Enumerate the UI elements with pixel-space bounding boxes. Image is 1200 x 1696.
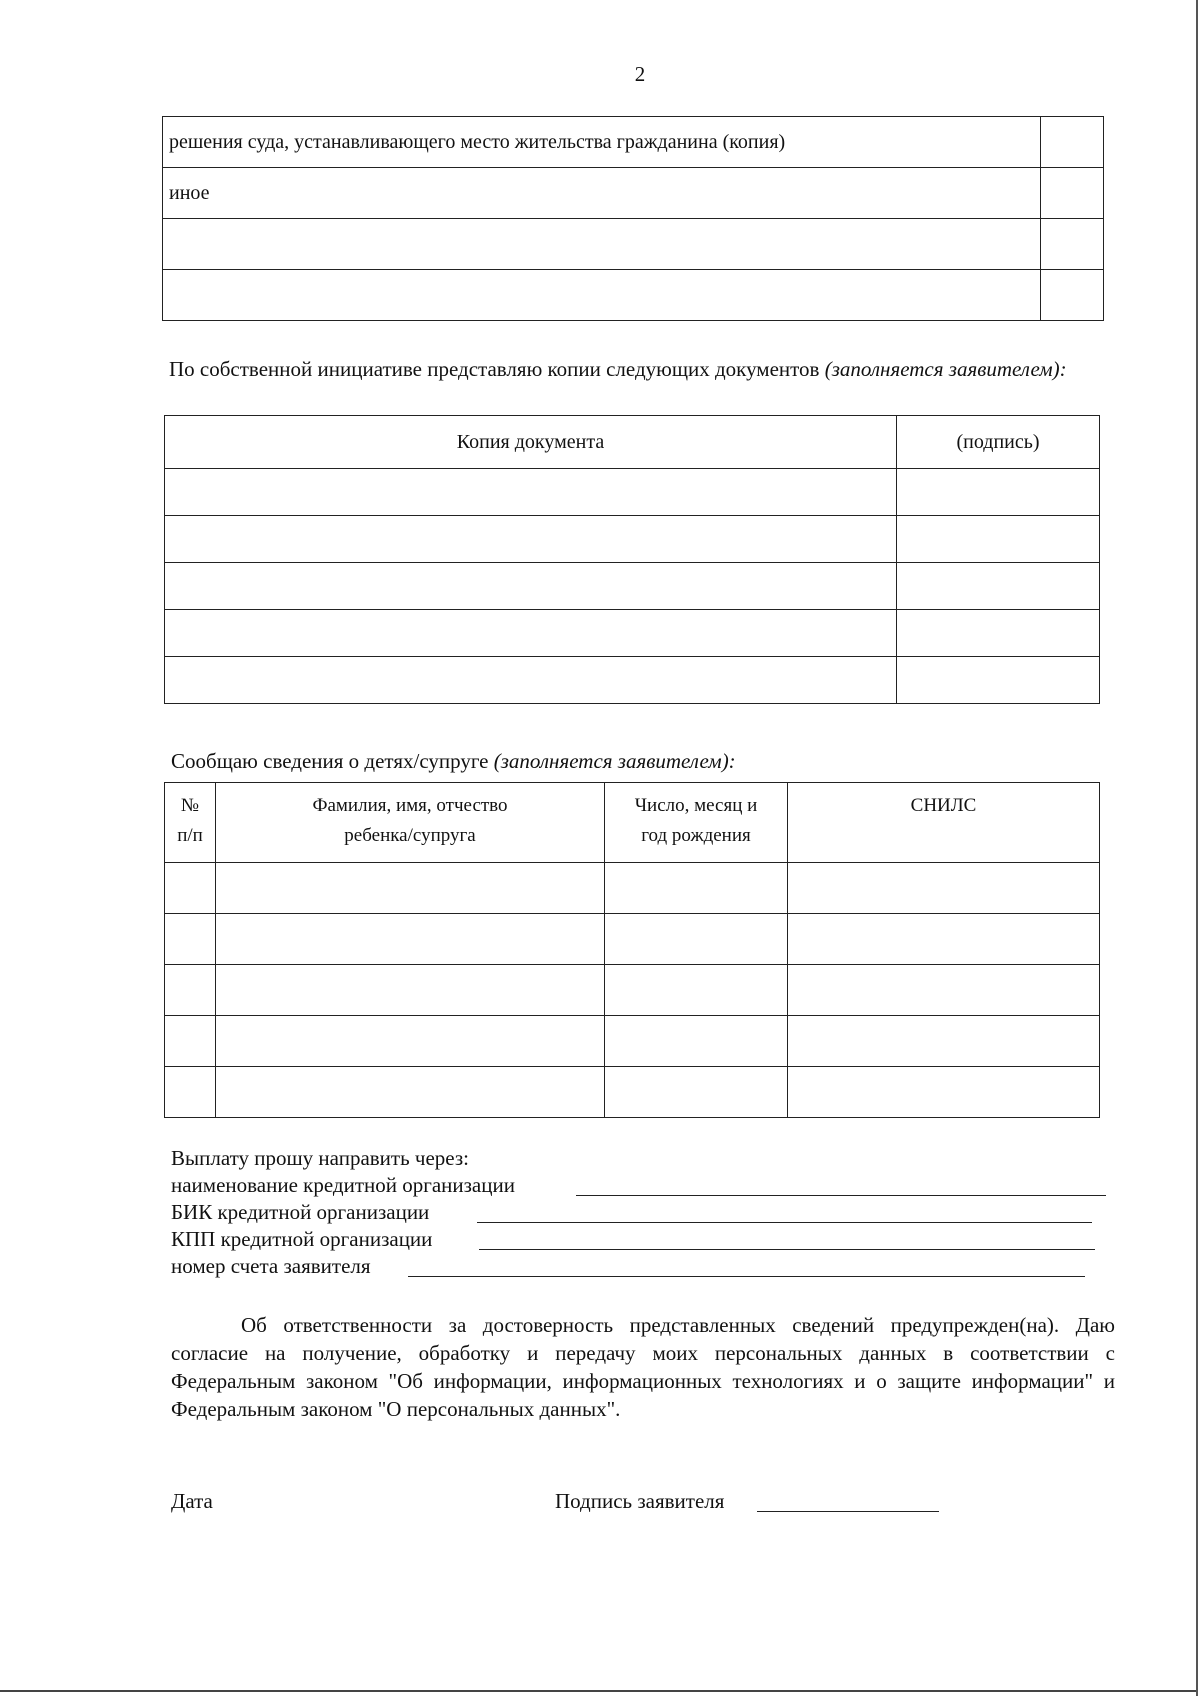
number-cell[interactable] (165, 914, 216, 965)
birth-date-cell[interactable] (605, 965, 788, 1016)
snils-cell[interactable] (788, 914, 1100, 965)
header-birth-date (605, 783, 788, 863)
kpp-field[interactable] (479, 1249, 1095, 1250)
birth-date-cell[interactable] (605, 1016, 788, 1067)
payment-intro: Выплату прошу направить через: (171, 1146, 470, 1170)
bank-name-label: наименование кредитной организации (171, 1173, 515, 1197)
children-intro-text: Сообщаю сведения о детях/супруге (171, 749, 489, 773)
children-table (164, 782, 1100, 1118)
document-copy-cell[interactable] (165, 610, 897, 657)
header-full-name-line2: ребенка/супруга (344, 825, 476, 846)
table-row (163, 117, 1104, 168)
page-edge-right (1196, 0, 1198, 1696)
table-row (165, 863, 1100, 914)
table-row (165, 965, 1100, 1016)
signature-cell[interactable] (897, 563, 1100, 610)
number-cell[interactable] (165, 1067, 216, 1118)
kpp-label: КПП кредитной организации (171, 1227, 433, 1251)
document-copy-cell[interactable] (165, 563, 897, 610)
document-label[interactable] (163, 219, 1041, 270)
table-row (165, 516, 1100, 563)
table-row (165, 1016, 1100, 1067)
table-row (165, 563, 1100, 610)
signature-field[interactable] (757, 1511, 939, 1512)
document-label[interactable] (163, 270, 1041, 321)
header-number (165, 783, 216, 863)
table-row (163, 219, 1104, 270)
page-number: 2 (634, 62, 646, 86)
signature-cell[interactable] (897, 610, 1100, 657)
checkbox-cell[interactable] (1041, 270, 1104, 321)
header-full-name-line1: Фамилия, имя, отчество (312, 795, 508, 816)
number-cell[interactable] (165, 965, 216, 1016)
full-name-cell[interactable] (216, 965, 605, 1016)
table-row (165, 914, 1100, 965)
document-copy-cell[interactable] (165, 657, 897, 704)
responsibility-paragraph (171, 1311, 1115, 1423)
account-number-field[interactable] (408, 1276, 1085, 1277)
birth-date-cell[interactable] (605, 863, 788, 914)
header-birth-date-line1: Число, месяц и (634, 795, 758, 816)
snils-cell[interactable] (788, 965, 1100, 1016)
snils-cell[interactable] (788, 1016, 1100, 1067)
checkbox-cell[interactable] (1041, 117, 1104, 168)
document-copy-cell[interactable] (165, 469, 897, 516)
table-row (165, 610, 1100, 657)
document-label: иное (163, 168, 1041, 219)
table-row (163, 168, 1104, 219)
responsibility-text: Об ответственности за достоверность представленных сведений предупрежден(на). Даю согласие на получение, обработку и передачу моих персональных данных в соответствии с Федеральным законом "Об информации, информационных технологиях и о защите информации" и Федеральным законом "О персональных данных". (171, 1313, 1115, 1421)
table-header-row (165, 783, 1100, 863)
number-cell[interactable] (165, 863, 216, 914)
birth-date-cell[interactable] (605, 1067, 788, 1118)
number-cell[interactable] (165, 1016, 216, 1067)
full-name-cell[interactable] (216, 863, 605, 914)
header-number-line1: № (180, 795, 200, 816)
self-initiative-note: (заполняется заявителем): (824, 357, 1067, 381)
table-row (165, 469, 1100, 516)
header-document-copy: Копия документа (165, 416, 897, 469)
header-number-line2: п/п (177, 825, 203, 846)
header-birth-date-line2: год рождения (641, 825, 751, 846)
account-number-label: номер счета заявителя (171, 1254, 371, 1278)
signature-cell[interactable] (897, 516, 1100, 563)
page-edge-bottom (0, 1690, 1196, 1692)
bik-field[interactable] (477, 1222, 1092, 1223)
snils-cell[interactable] (788, 863, 1100, 914)
documents-table (162, 116, 1104, 321)
checkbox-cell[interactable] (1041, 168, 1104, 219)
header-snils (788, 783, 1100, 863)
signature-cell[interactable] (897, 469, 1100, 516)
date-label: Дата (171, 1489, 213, 1513)
header-snils-line1: СНИЛС (910, 795, 977, 816)
document-copy-cell[interactable] (165, 516, 897, 563)
table-row (165, 657, 1100, 704)
children-intro-note: (заполняется заявителем): (493, 749, 736, 773)
copies-table (164, 415, 1100, 704)
full-name-cell[interactable] (216, 1067, 605, 1118)
signature-cell[interactable] (897, 657, 1100, 704)
header-signature: (подпись) (897, 416, 1100, 469)
children-intro (171, 748, 736, 774)
table-header-row (165, 416, 1100, 469)
header-full-name (216, 783, 605, 863)
full-name-cell[interactable] (216, 1016, 605, 1067)
birth-date-cell[interactable] (605, 914, 788, 965)
document-label: решения суда, устанавливающего место жительства гражданина (копия) (163, 117, 1041, 168)
bank-name-field[interactable] (576, 1195, 1106, 1196)
bik-label: БИК кредитной организации (171, 1200, 430, 1224)
self-initiative-text: По собственной инициативе представляю копии следующих документов (169, 357, 820, 381)
checkbox-cell[interactable] (1041, 219, 1104, 270)
snils-cell[interactable] (788, 1067, 1100, 1118)
table-row (165, 1067, 1100, 1118)
signature-label: Подпись заявителя (555, 1489, 725, 1513)
table-row (163, 270, 1104, 321)
full-name-cell[interactable] (216, 914, 605, 965)
self-initiative-paragraph (169, 356, 1111, 382)
